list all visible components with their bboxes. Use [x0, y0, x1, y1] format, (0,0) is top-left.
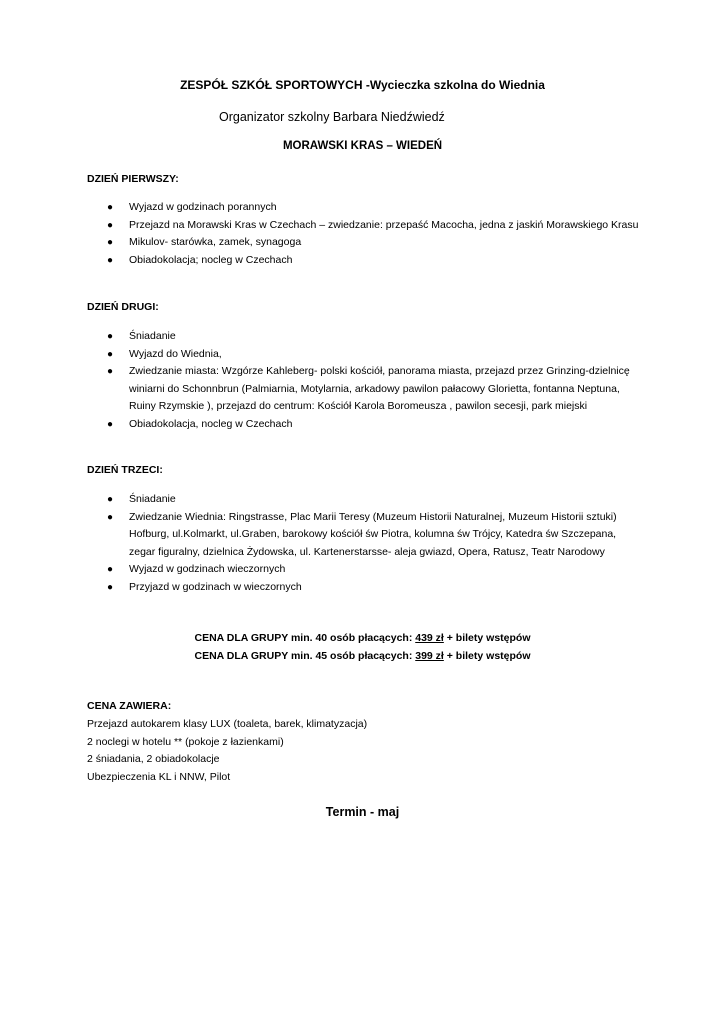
- term-line: Termin - maj: [325, 805, 400, 819]
- list-item: ● Śniadanie: [0, 491, 639, 509]
- day-1-heading: DZIEŃ PIERWSZY:: [87, 173, 179, 185]
- day-2-heading: DZIEŃ DRUGI:: [87, 301, 159, 313]
- price-line-45: CENA DLA GRUPY min. 45 osób płacących: 399 zł + bilety wstępów: [194, 650, 531, 662]
- price-line-40: CENA DLA GRUPY min. 40 osób płacących: 439 zł + bilety wstępów: [194, 632, 531, 644]
- list-item: Przejazd autokarem klasy LUX (toaleta, barek, klimatyzacja): [87, 718, 368, 730]
- bullet-icon: ●: [107, 202, 114, 213]
- day-1-list: [0, 199, 725, 269]
- route-heading: MORAWSKI KRAS – WIEDEŃ: [282, 140, 443, 152]
- list-item: 2 śniadania, 2 obiadokolacje: [87, 753, 220, 765]
- bullet-icon: ●: [107, 418, 114, 430]
- bullet-icon: ●: [107, 581, 114, 593]
- list-item: ● Śniadanie: [0, 328, 639, 346]
- bullet-icon: ●: [107, 348, 114, 360]
- day-2-list: [0, 328, 725, 433]
- price-amount: 439 zł: [415, 632, 444, 644]
- document-title: ZESPÓŁ SZKÓŁ SPORTOWYCH -Wycieczka szkolna do Wiednia: [180, 78, 545, 92]
- includes-heading: CENA ZAWIERA:: [87, 700, 172, 712]
- includes-list: [87, 716, 367, 786]
- bullet-icon: ●: [107, 366, 114, 377]
- list-item: 2 noclegi w hotelu ** (pokoje z łazienkami): [87, 735, 284, 748]
- list-item: ● Przyjazd w godzinach w wieczornych: [0, 579, 639, 597]
- list-item: ● Wyjazd w godzinach wieczornych: [0, 561, 639, 579]
- list-item: ● Zwiedzanie Wiednia: Ringstrasse, Plac Marii Teresy (Muzeum Historii Naturalnej, Muzeum Historii sztuki) Hofburg, ul.Kolmarkt, ul.Graben, barokowy kościół św Piotra, kolumna św Trójcy, Katedra św Szczepana, zegar figuralny, dzielnica Żydowska, ul. Kartenerstarsse- aleja gwiazd, Opera, Ratusz, Teatr Narodowy: [107, 510, 617, 558]
- list-item: ● Zwiedzanie miasta: Wzgórze Kahleberg- polski kościół, panorama miasta, przejazd przez Grinzing-dzielnicę winiarni do Schonnbrun (Palmiarnia, Motylarnia, arkadowy pawilon pałacowy Glorietta, fontanna Neptuna, Ruiny Rzymskie ), przejazd do centrum: Kościół Karola Boromeusza , pawilon secesji, park miejski: [107, 365, 630, 412]
- list-item: Ubezpieczenia KL i NNW, Pilot: [87, 770, 231, 783]
- list-item: ● Obiadokolacja, nocleg w Czechach: [0, 416, 639, 434]
- bullet-icon: ●: [107, 237, 114, 248]
- bullet-icon: ●: [107, 219, 114, 231]
- list-item: ● Obiadokolacja; nocleg w Czechach: [0, 252, 639, 270]
- list-item: ● Mikulov- starówka, zamek, synagoga: [0, 234, 639, 252]
- bullet-icon: ●: [107, 564, 114, 575]
- bullet-icon: ●: [107, 254, 114, 266]
- list-item: ● Wyjazd w godzinach porannych: [0, 199, 639, 217]
- day-3-list: [0, 491, 725, 596]
- organizer-line: Organizator szkolny Barbara Niedźwiedź: [219, 110, 445, 124]
- bullet-icon: ●: [107, 494, 114, 505]
- bullet-icon: ●: [107, 331, 114, 342]
- price-amount: 399 zł: [415, 650, 444, 662]
- list-item: ● Wyjazd do Wiednia,: [0, 346, 639, 364]
- day-3-heading: DZIEŃ TRZECI:: [87, 464, 163, 476]
- list-item: ● Przejazd na Morawski Kras w Czechach – zwiedzanie: przepaść Macocha, jedna z jaskiń Morawskiego Krasu: [0, 217, 639, 235]
- bullet-icon: ●: [107, 511, 114, 523]
